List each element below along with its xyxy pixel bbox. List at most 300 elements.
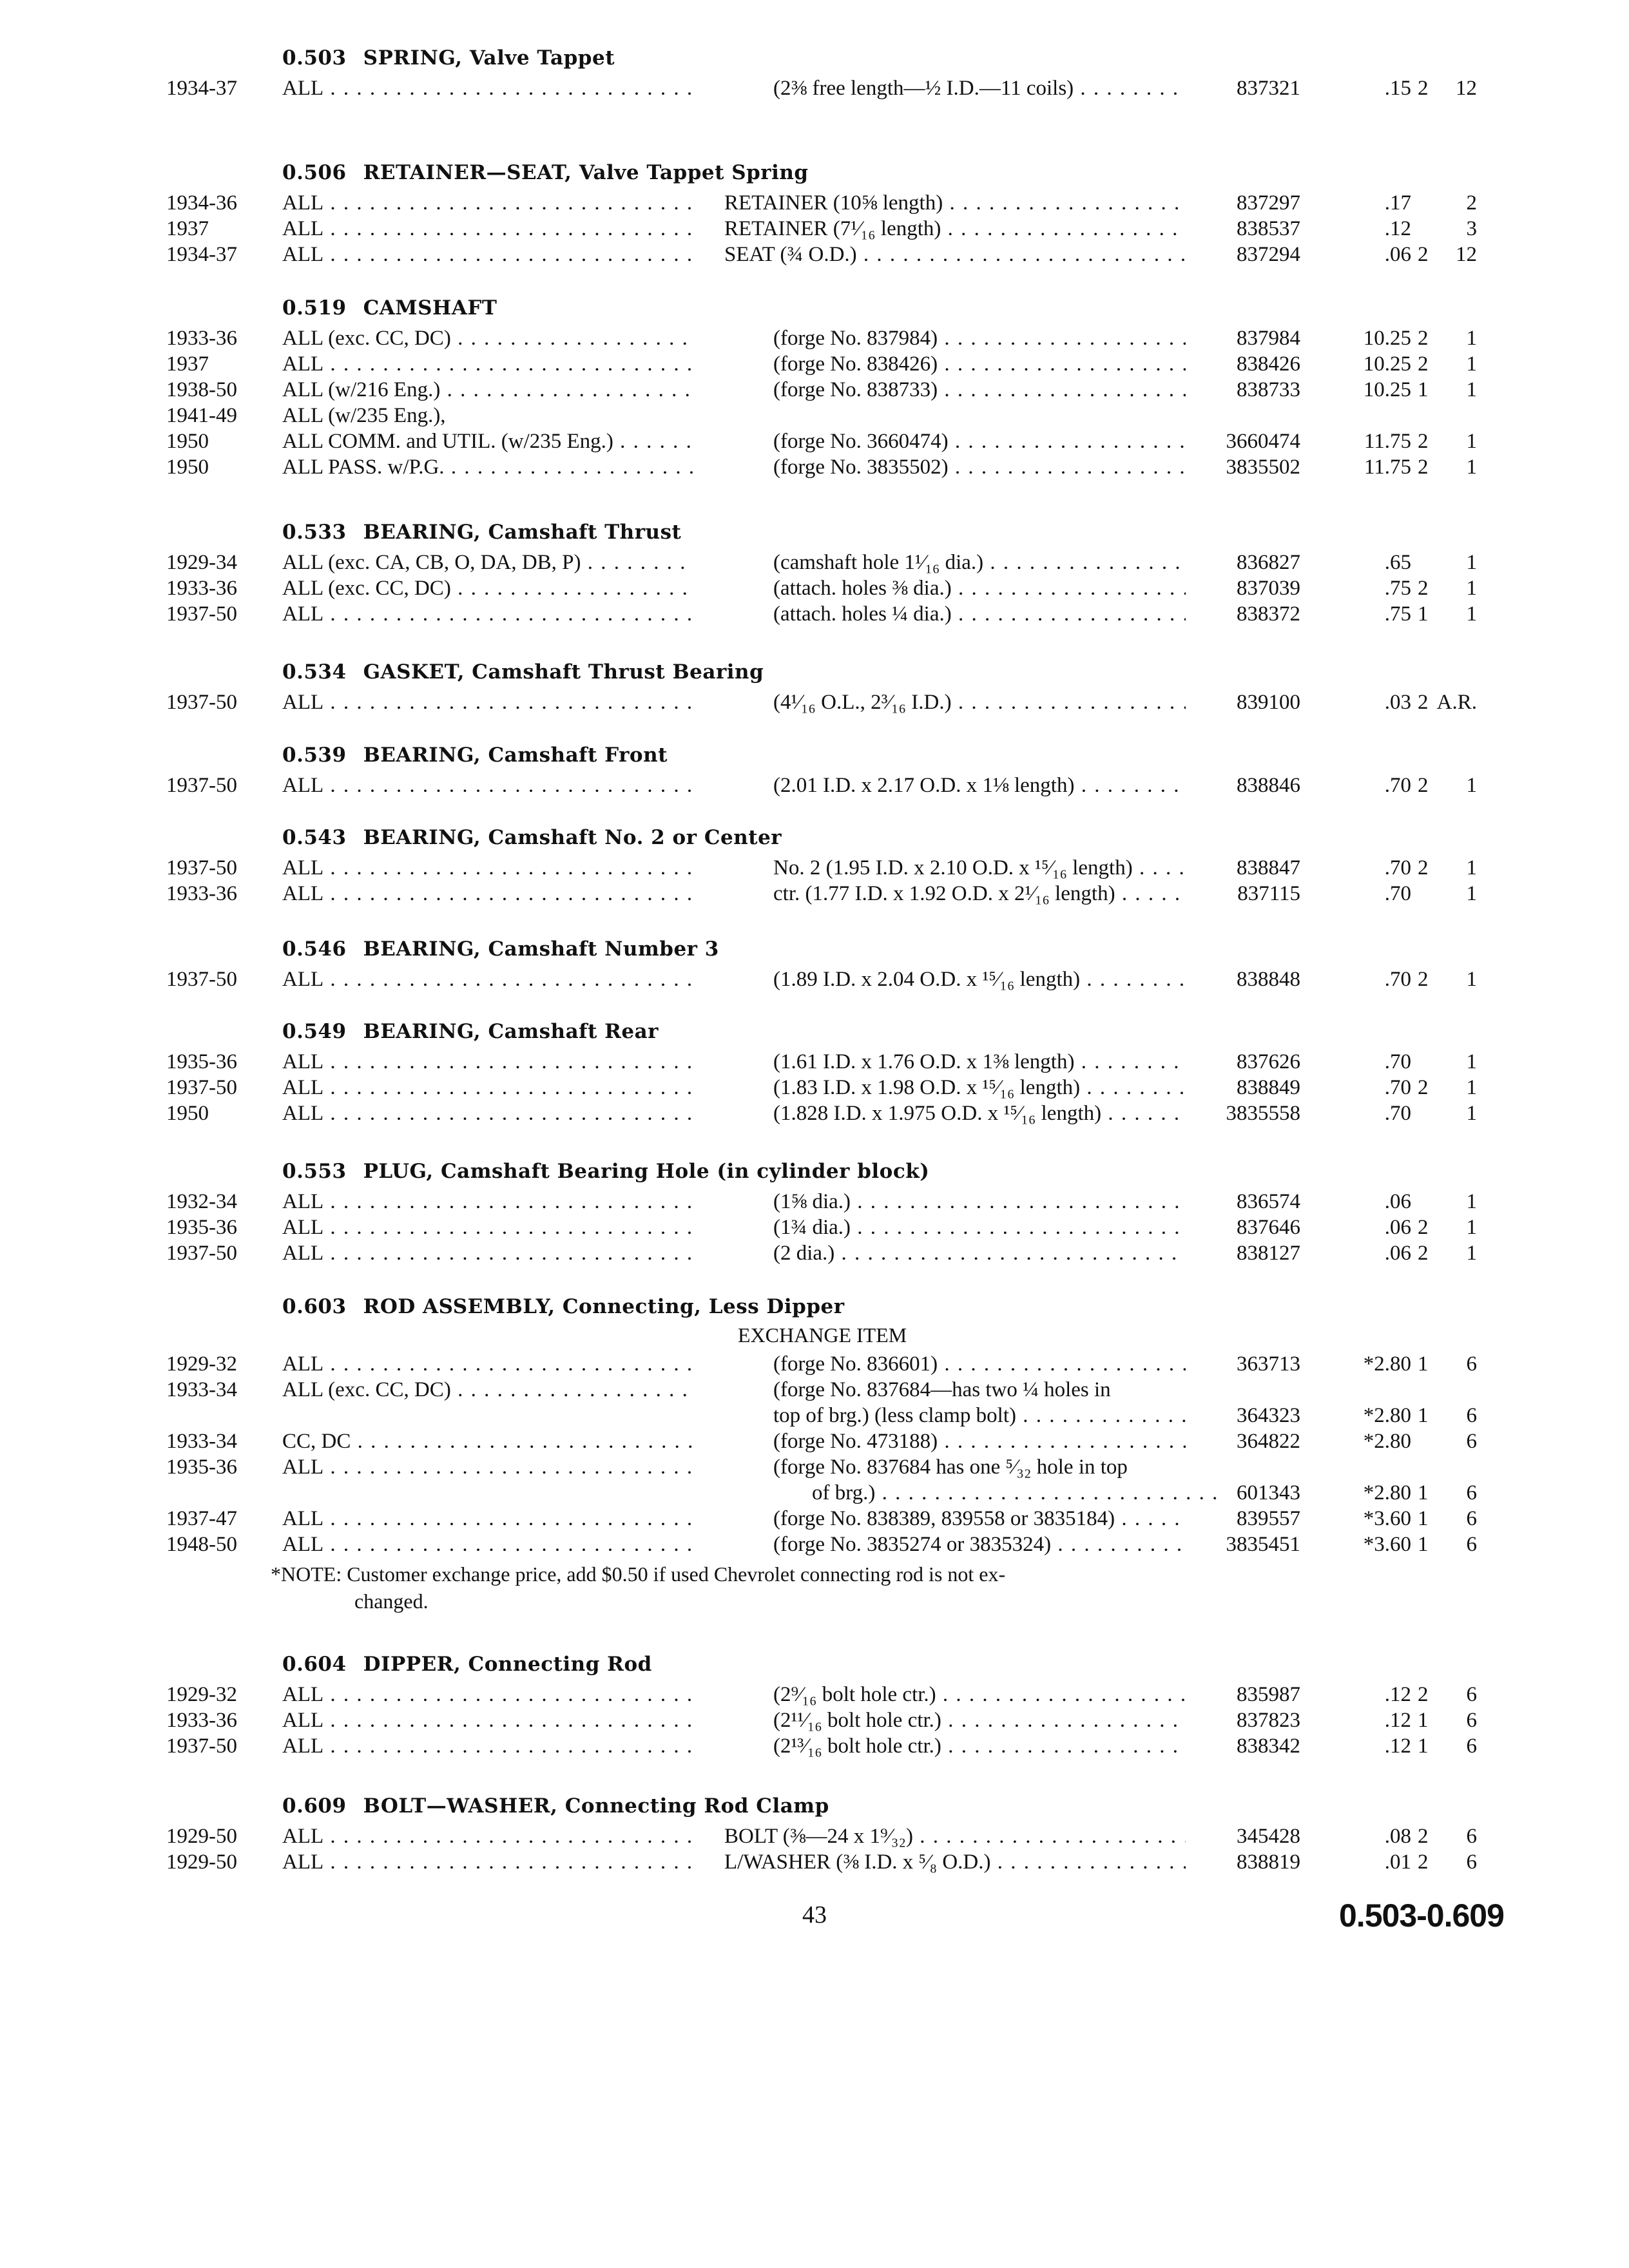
- qty-per-package: 6: [1466, 1507, 1477, 1530]
- section-number: 0.506: [282, 161, 347, 184]
- description-cell: top of brg.) (less clamp bolt) . . .: [773, 1402, 1186, 1429]
- price: *3.60: [1363, 1507, 1411, 1530]
- section-header: [282, 1160, 929, 1183]
- price: .70: [1384, 856, 1411, 879]
- model-cell: ALL . . .: [282, 601, 695, 628]
- table-row: [0, 772, 1629, 799]
- model-cell: ALL . . .: [282, 1707, 695, 1734]
- model-cell: ALL . . .: [282, 1074, 695, 1101]
- section-title: PLUG, Camshaft Bearing Hole (in cylinder block): [363, 1160, 930, 1183]
- qty-per-car: 1: [1418, 378, 1429, 401]
- table-row: [0, 1505, 1629, 1532]
- model-cell: ALL . . .: [282, 1733, 695, 1760]
- description-cell: (4¹⁄₁₆ O.L., 2³⁄₁₆ I.D.) . . .: [773, 689, 1186, 716]
- section-title: BEARING, Camshaft Front: [363, 744, 668, 767]
- price: .03: [1384, 691, 1411, 714]
- price: .70: [1384, 1076, 1411, 1099]
- qty-per-car: 1: [1418, 1352, 1429, 1376]
- description-cell: (attach. holes ⅜ dia.) . . .: [773, 575, 1186, 602]
- part-number: 3660474: [1226, 430, 1300, 453]
- table-row: [0, 75, 1629, 102]
- description-cell: BOLT (⅜—24 x 1⁹⁄₃₂) . . .: [724, 1823, 1186, 1850]
- price: .17: [1384, 191, 1411, 215]
- qty-per-package: 1: [1466, 882, 1477, 905]
- price: *2.80: [1363, 1481, 1411, 1504]
- part-number: 837321: [1237, 77, 1300, 100]
- qty-per-car: 1: [1418, 1404, 1429, 1427]
- table-row: [0, 1479, 1629, 1506]
- table-row: [0, 376, 1629, 403]
- qty-per-package: 1: [1466, 856, 1477, 879]
- footnote-line: changed.: [354, 1590, 429, 1613]
- section-header: [282, 1020, 659, 1043]
- qty-per-package: 6: [1466, 1481, 1477, 1504]
- description-cell: (1⅝ dia.) . . .: [773, 1188, 1186, 1215]
- table-row: [0, 1428, 1629, 1455]
- year-range: 1933-36: [166, 882, 237, 905]
- qty-per-car: 1: [1418, 1735, 1429, 1758]
- section-header: [282, 826, 782, 849]
- footnote-line: *NOTE: Customer exchange price, add $0.50 if used Chevrolet connecting rod is not ex-: [271, 1562, 1006, 1586]
- table-row: [0, 1531, 1629, 1558]
- part-number: 837039: [1237, 577, 1300, 600]
- year-range: 1937-50: [166, 774, 237, 797]
- model-cell: ALL . . .: [282, 1823, 695, 1850]
- price: .65: [1384, 551, 1411, 574]
- year-range: 1935-36: [166, 1216, 237, 1239]
- price: .06: [1384, 1190, 1411, 1213]
- price: .70: [1384, 1050, 1411, 1073]
- description-cell: (2⁹⁄₁₆ bolt hole ctr.) . . .: [773, 1681, 1186, 1708]
- qty-per-package: 1: [1466, 1216, 1477, 1239]
- description-cell: RETAINER (7¹⁄₁₆ length) . . .: [724, 215, 1186, 242]
- qty-per-package: A.R.: [1436, 691, 1477, 714]
- section-number: 0.534: [282, 660, 347, 684]
- price: .08: [1384, 1825, 1411, 1848]
- table-row: [0, 1048, 1629, 1075]
- footnote: [271, 1561, 1199, 1615]
- part-number: 838819: [1237, 1850, 1300, 1874]
- table-row: [0, 1214, 1629, 1241]
- qty-per-package: 6: [1466, 1683, 1477, 1706]
- qty-per-car: 1: [1418, 1709, 1429, 1732]
- section-number: 0.553: [282, 1160, 347, 1183]
- section-number: 0.543: [282, 826, 347, 849]
- qty-per-package: 1: [1466, 1242, 1477, 1265]
- qty-per-package: 1: [1466, 1050, 1477, 1073]
- section-range: 0.503-0.609: [1339, 1898, 1504, 1934]
- description-cell: (1.61 I.D. x 1.76 O.D. x 1⅜ length) . . .: [773, 1048, 1186, 1075]
- model-cell: ALL . . .: [282, 966, 695, 993]
- model-cell: ALL PASS. w/P.G. . . .: [282, 454, 695, 481]
- description-cell: (forge No. 836601) . . .: [773, 1350, 1186, 1378]
- description-cell: (2.01 I.D. x 2.17 O.D. x 1⅛ length) . . .: [773, 772, 1186, 799]
- section-header: [282, 937, 719, 961]
- year-range: 1937-47: [166, 1507, 237, 1530]
- year-range: 1950: [166, 456, 209, 479]
- model-cell: ALL . . .: [282, 1681, 695, 1708]
- year-range: 1929-50: [166, 1850, 237, 1874]
- model-cell: ALL (exc. CC, DC) . . .: [282, 325, 695, 352]
- qty-per-car: 1: [1418, 1507, 1429, 1530]
- description-cell: (camshaft hole 1¹⁄₁₆ dia.) . . .: [773, 549, 1186, 576]
- qty-per-package: 6: [1466, 1352, 1477, 1376]
- qty-per-car: 1: [1418, 1481, 1429, 1504]
- qty-per-car: 2: [1418, 1242, 1429, 1265]
- description-cell: (1.89 I.D. x 2.04 O.D. x ¹⁵⁄₁₆ length) . . .: [773, 966, 1186, 993]
- model-cell: ALL . . .: [282, 1531, 695, 1558]
- table-row: [0, 854, 1629, 881]
- table-row: [0, 1074, 1629, 1101]
- part-number: 838849: [1237, 1076, 1300, 1099]
- table-row: [0, 428, 1629, 455]
- price: .06: [1384, 1242, 1411, 1265]
- qty-per-package: 1: [1466, 456, 1477, 479]
- description-cell: (2 dia.) . . .: [773, 1240, 1186, 1267]
- price: .70: [1384, 1102, 1411, 1125]
- price: 10.25: [1363, 352, 1411, 376]
- description-cell: SEAT (¾ O.D.) . . .: [724, 241, 1186, 268]
- part-number: 839100: [1237, 691, 1300, 714]
- description-cell: (forge No. 838733) . . .: [773, 376, 1186, 403]
- description-cell: (1.83 I.D. x 1.98 O.D. x ¹⁵⁄₁₆ length) . . .: [773, 1074, 1186, 1101]
- section-number: 0.519: [282, 296, 347, 320]
- part-number: 837115: [1237, 882, 1300, 905]
- section-title: DIPPER, Connecting Rod: [363, 1653, 652, 1676]
- table-row: [0, 966, 1629, 993]
- model-cell: ALL . . .: [282, 854, 695, 881]
- price: 11.75: [1364, 430, 1411, 453]
- qty-per-package: 6: [1466, 1850, 1477, 1874]
- qty-per-car: 2: [1418, 691, 1429, 714]
- part-number: 837823: [1237, 1709, 1300, 1732]
- table-row: [0, 880, 1629, 907]
- table-row: [0, 325, 1629, 352]
- table-row: [0, 1681, 1629, 1708]
- section-number: 0.609: [282, 1794, 347, 1818]
- table-row: [0, 351, 1629, 378]
- description-cell: (2⅜ free length—½ I.D.—11 coils) . . .: [773, 75, 1186, 102]
- model-cell: ALL (exc. CA, CB, O, DA, DB, P) . . .: [282, 549, 695, 576]
- qty-per-package: 1: [1466, 1190, 1477, 1213]
- price: .70: [1384, 882, 1411, 905]
- model-cell: ALL . . .: [282, 1214, 695, 1241]
- year-range: 1948-50: [166, 1533, 237, 1556]
- table-row: [0, 1402, 1629, 1429]
- year-range: 1937: [166, 352, 209, 376]
- qty-per-package: 1: [1466, 1102, 1477, 1125]
- description-cell: (forge No. 473188) . . .: [773, 1428, 1186, 1455]
- table-row: [0, 1454, 1629, 1481]
- section-number: 0.533: [282, 521, 347, 544]
- year-range: 1935-36: [166, 1050, 237, 1073]
- qty-per-package: 12: [1456, 77, 1477, 100]
- part-number: 345428: [1237, 1825, 1300, 1848]
- part-number: 838733: [1237, 378, 1300, 401]
- part-number: 837294: [1237, 243, 1300, 266]
- section-header: [282, 1295, 845, 1318]
- price: .12: [1384, 1735, 1411, 1758]
- table-row: [0, 215, 1629, 242]
- description-cell: (forge No. 837684 has one ⁵⁄₃₂ hole in top: [773, 1456, 1128, 1479]
- qty-per-package: 1: [1466, 352, 1477, 376]
- year-range: 1937-50: [166, 1242, 237, 1265]
- part-number: 838846: [1237, 774, 1300, 797]
- qty-per-package: 1: [1466, 602, 1477, 626]
- year-range: 1937-50: [166, 856, 237, 879]
- qty-per-car: 2: [1418, 1683, 1429, 1706]
- price: 10.25: [1363, 327, 1411, 350]
- table-row: [0, 1733, 1629, 1760]
- model-cell: ALL . . .: [282, 189, 695, 216]
- part-number: 838372: [1237, 602, 1300, 626]
- year-range: 1937-50: [166, 1076, 237, 1099]
- model-cell: ALL . . .: [282, 1048, 695, 1075]
- description-cell: (2¹¹⁄₁₆ bolt hole ctr.) . . .: [773, 1707, 1186, 1734]
- qty-per-car: 2: [1418, 1076, 1429, 1099]
- part-number: 838127: [1237, 1242, 1300, 1265]
- part-number: 838342: [1237, 1735, 1300, 1758]
- part-number: 838847: [1237, 856, 1300, 879]
- table-row: [0, 454, 1629, 481]
- year-range: 1929-50: [166, 1825, 237, 1848]
- section-header: [282, 1653, 652, 1676]
- table-row: [0, 689, 1629, 716]
- qty-per-package: 3: [1466, 217, 1477, 240]
- part-number: 836827: [1237, 551, 1300, 574]
- year-range: 1934-37: [166, 243, 237, 266]
- year-range: 1937-50: [166, 1735, 237, 1758]
- table-row: [0, 575, 1629, 602]
- price: 11.75: [1364, 456, 1411, 479]
- model-cell: ALL . . .: [282, 241, 695, 268]
- qty-per-package: 1: [1466, 968, 1477, 991]
- model-cell: CC, DC . . .: [282, 1428, 695, 1455]
- part-number: 3835502: [1226, 456, 1300, 479]
- table-row: [0, 1188, 1629, 1215]
- year-range: 1932-34: [166, 1190, 237, 1213]
- table-row: [0, 241, 1629, 268]
- model-cell: ALL . . .: [282, 75, 695, 102]
- model-cell: ALL (exc. CC, DC) . . .: [282, 1376, 695, 1403]
- price: *3.60: [1363, 1533, 1411, 1556]
- qty-per-car: 2: [1418, 352, 1429, 376]
- section-header: [282, 521, 681, 544]
- year-range: 1929-32: [166, 1352, 237, 1376]
- table-row: [0, 1350, 1629, 1378]
- year-range: 1933-36: [166, 577, 237, 600]
- year-range: 1933-34: [166, 1378, 237, 1401]
- model-cell: ALL . . .: [282, 1849, 695, 1876]
- part-number: 363713: [1237, 1352, 1300, 1376]
- year-range: 1934-36: [166, 191, 237, 215]
- year-range: 1950: [166, 430, 209, 453]
- model-cell: ALL . . .: [282, 1100, 695, 1127]
- part-number: 835987: [1237, 1683, 1300, 1706]
- model-cell: ALL . . .: [282, 351, 695, 378]
- part-number: 838537: [1237, 217, 1300, 240]
- qty-per-package: 1: [1466, 378, 1477, 401]
- table-row: [0, 601, 1629, 628]
- qty-per-car: 2: [1418, 77, 1429, 100]
- section-title: GASKET, Camshaft Thrust Bearing: [363, 660, 764, 684]
- part-number: 837984: [1237, 327, 1300, 350]
- price: .70: [1384, 968, 1411, 991]
- part-number: 3835451: [1226, 1533, 1300, 1556]
- year-range: 1935-36: [166, 1456, 237, 1479]
- section-title: BOLT—WASHER, Connecting Rod Clamp: [363, 1794, 829, 1818]
- year-range: 1941-49: [166, 404, 237, 427]
- price: .75: [1384, 577, 1411, 600]
- section-header: [282, 744, 668, 767]
- description-cell: (forge No. 3835502) . . .: [773, 454, 1186, 481]
- description-cell: RETAINER (10⅝ length) . . .: [724, 189, 1186, 216]
- section-header: [282, 660, 764, 684]
- section-title: BEARING, Camshaft Number 3: [363, 937, 719, 961]
- model-cell: ALL . . .: [282, 772, 695, 799]
- description-cell: of brg.) . . .: [773, 1479, 1224, 1506]
- section-header: [282, 161, 809, 184]
- year-range: 1933-34: [166, 1430, 237, 1453]
- part-number: 601343: [1237, 1481, 1300, 1504]
- table-row: [0, 549, 1629, 576]
- year-range: 1937-50: [166, 968, 237, 991]
- model-cell: ALL . . .: [282, 1240, 695, 1267]
- section-title: CAMSHAFT: [363, 296, 497, 320]
- description-cell: (1.828 I.D. x 1.975 O.D. x ¹⁵⁄₁₆ length) . . .: [773, 1100, 1186, 1127]
- price: .06: [1384, 1216, 1411, 1239]
- qty-per-package: 1: [1466, 1076, 1477, 1099]
- price: .01: [1384, 1850, 1411, 1874]
- section-title: BEARING, Camshaft No. 2 or Center: [363, 826, 782, 849]
- part-number: 364323: [1237, 1404, 1300, 1427]
- price: *2.80: [1363, 1404, 1411, 1427]
- description-cell: No. 2 (1.95 I.D. x 2.10 O.D. x ¹⁵⁄₁₆ length) . . .: [773, 854, 1186, 881]
- section-title: ROD ASSEMBLY, Connecting, Less Dipper: [363, 1295, 845, 1318]
- price: 10.25: [1363, 378, 1411, 401]
- description-cell: ctr. (1.77 I.D. x 1.92 O.D. x 2¹⁄₁₆ length) . . .: [773, 880, 1186, 907]
- description-cell: (forge No. 838426) . . .: [773, 351, 1186, 378]
- year-range: 1934-37: [166, 77, 237, 100]
- description-cell: (attach. holes ¼ dia.) . . .: [773, 601, 1186, 628]
- qty-per-car: 2: [1418, 456, 1429, 479]
- model-cell: ALL COMM. and UTIL. (w/235 Eng.) . . .: [282, 428, 695, 455]
- year-range: 1929-34: [166, 551, 237, 574]
- section-number: 0.503: [282, 46, 347, 70]
- model-cell: ALL . . .: [282, 215, 695, 242]
- qty-per-package: 1: [1466, 577, 1477, 600]
- qty-per-package: 6: [1466, 1533, 1477, 1556]
- part-number: 838426: [1237, 352, 1300, 376]
- model-cell: ALL (w/216 Eng.) . . .: [282, 376, 695, 403]
- description-cell: (forge No. 3660474) . . .: [773, 428, 1186, 455]
- model-cell: ALL (exc. CC, DC) . . .: [282, 575, 695, 602]
- model-cell: ALL . . .: [282, 689, 695, 716]
- qty-per-car: 2: [1418, 1825, 1429, 1848]
- qty-per-car: 2: [1418, 968, 1429, 991]
- year-range: 1933-36: [166, 327, 237, 350]
- model-cell: ALL (w/235 Eng.),: [282, 404, 446, 427]
- section-title: RETAINER—SEAT, Valve Tappet Spring: [363, 161, 809, 184]
- year-range: 1937: [166, 217, 209, 240]
- model-cell: ALL . . .: [282, 1188, 695, 1215]
- year-range: 1933-36: [166, 1709, 237, 1732]
- section-number: 0.603: [282, 1295, 347, 1318]
- qty-per-package: 2: [1466, 191, 1477, 215]
- description-cell: (forge No. 3835274 or 3835324) . . .: [773, 1531, 1186, 1558]
- part-number: 3835558: [1226, 1102, 1300, 1125]
- qty-per-car: 2: [1418, 774, 1429, 797]
- price: .12: [1384, 217, 1411, 240]
- section-number: 0.539: [282, 744, 347, 767]
- qty-per-car: 2: [1418, 577, 1429, 600]
- model-cell: ALL . . .: [282, 880, 695, 907]
- model-cell: ALL . . .: [282, 1454, 695, 1481]
- part-number: 837626: [1237, 1050, 1300, 1073]
- table-row: [0, 1707, 1629, 1734]
- part-number: 837297: [1237, 191, 1300, 215]
- table-row: [0, 1376, 1629, 1403]
- price: .75: [1384, 602, 1411, 626]
- qty-per-car: 2: [1418, 856, 1429, 879]
- year-range: 1938-50: [166, 378, 237, 401]
- section-header: [282, 296, 497, 320]
- part-number: 839557: [1237, 1507, 1300, 1530]
- part-number: 836574: [1237, 1190, 1300, 1213]
- qty-per-car: 2: [1418, 327, 1429, 350]
- price: .06: [1384, 243, 1411, 266]
- qty-per-package: 1: [1466, 551, 1477, 574]
- year-range: 1950: [166, 1102, 209, 1125]
- section-header: [282, 46, 615, 70]
- table-row: [0, 1100, 1629, 1127]
- qty-per-car: 2: [1418, 1216, 1429, 1239]
- qty-per-car: 2: [1418, 430, 1429, 453]
- price: *2.80: [1363, 1430, 1411, 1453]
- price: .12: [1384, 1709, 1411, 1732]
- part-number: 364822: [1237, 1430, 1300, 1453]
- section-title: BEARING, Camshaft Rear: [363, 1020, 659, 1043]
- year-range: 1937-50: [166, 691, 237, 714]
- table-row: [0, 402, 1629, 429]
- description-cell: (forge No. 837684—has two ¼ holes in: [773, 1378, 1111, 1401]
- qty-per-car: 1: [1418, 602, 1429, 626]
- qty-per-car: 2: [1418, 1850, 1429, 1874]
- qty-per-package: 6: [1466, 1709, 1477, 1732]
- table-row: [0, 1823, 1629, 1850]
- table-row: [0, 1849, 1629, 1876]
- price: *2.80: [1363, 1352, 1411, 1376]
- section-number: 0.549: [282, 1020, 347, 1043]
- section-subtitle: EXCHANGE ITEM: [738, 1323, 907, 1347]
- section-title: SPRING, Valve Tappet: [363, 46, 615, 70]
- qty-per-package: 6: [1466, 1825, 1477, 1848]
- qty-per-car: 2: [1418, 243, 1429, 266]
- price: .12: [1384, 1683, 1411, 1706]
- section-header: [282, 1794, 829, 1818]
- year-range: 1929-32: [166, 1683, 237, 1706]
- section-number: 0.546: [282, 937, 347, 961]
- qty-per-package: 12: [1456, 243, 1477, 266]
- part-number: 837646: [1237, 1216, 1300, 1239]
- qty-per-car: 1: [1418, 1533, 1429, 1556]
- qty-per-package: 6: [1466, 1735, 1477, 1758]
- qty-per-package: 6: [1466, 1430, 1477, 1453]
- price: .15: [1384, 77, 1411, 100]
- page-number: 43: [802, 1901, 827, 1928]
- model-cell: ALL . . .: [282, 1350, 695, 1378]
- description-cell: (2¹³⁄₁₆ bolt hole ctr.) . . .: [773, 1733, 1186, 1760]
